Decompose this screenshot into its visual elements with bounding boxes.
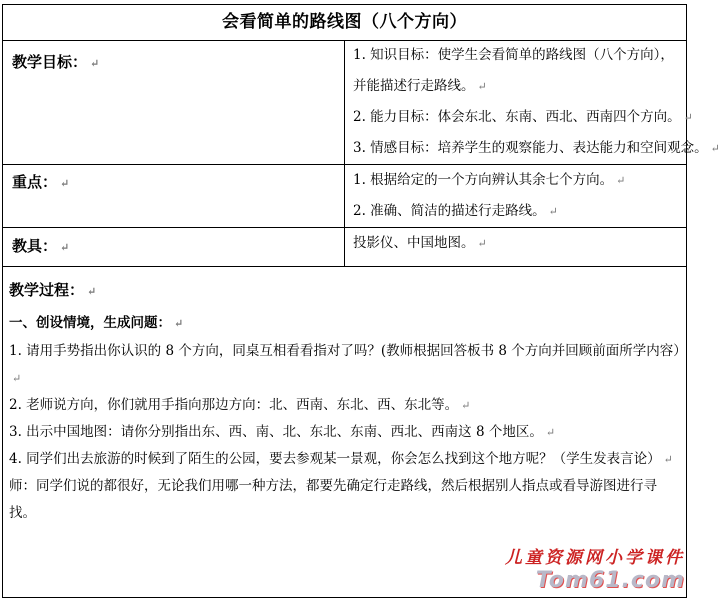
- paragraph-mark-icon: ↵: [683, 111, 693, 124]
- paragraph-mark-icon: ↵: [174, 317, 184, 330]
- paragraph-mark-icon: ↵: [545, 426, 556, 439]
- objectives-label-cell: [3, 41, 345, 165]
- tools-label: 教具：: [12, 237, 58, 255]
- process-line: 师：同学们说的都很好，无论我们用哪一种方法，都要先确定行走路线，然后根据别人指点或看导游图进行寻找。: [9, 478, 657, 521]
- paragraph-mark-icon: ↵: [477, 237, 487, 250]
- process-line: 3. 出示中国地图：请你分别指出东、西、南、北、东北、东南、西北、西南这 8 个地区。 ↵: [9, 424, 556, 440]
- watermark-text: 儿童资源网小学课件: [505, 548, 685, 568]
- objectives-row: [3, 41, 687, 165]
- tools-label-cell: [3, 228, 345, 267]
- paragraph-mark-icon: ↵: [663, 453, 673, 466]
- paragraph-mark-icon: ↵: [87, 285, 97, 298]
- section-title: 一、创设情境，生成问题：: [9, 315, 171, 331]
- title-row: [3, 5, 687, 41]
- objectives-label: 教学目标：: [12, 53, 88, 71]
- tools-text: 投影仪、中国地图。: [353, 235, 475, 251]
- process-line: 4. 同学们出去旅游的时候到了陌生的公园，要去参观某一景观，你会怎么找到这个地方呢？（学生发表言论） ↵: [9, 451, 673, 467]
- paragraph-mark-icon: ↵: [60, 177, 70, 190]
- key-points-label: 重点：: [12, 173, 58, 191]
- objective-item: 3. 情感目标：培养学生的观察能力、表达能力和空间观念。 ↵: [353, 140, 720, 156]
- key-point-item: 2. 准确、简洁的描述行走路线。 ↵: [353, 203, 558, 219]
- lesson-plan-table: [2, 4, 720, 598]
- process-line: 1. 请用手势指出你认识的 8 个方向，同桌互相看看指对了吗？(教师根据回答板书 8 个方向并回顾前面所学内容）↵: [9, 343, 687, 385]
- site-watermark: [505, 543, 685, 593]
- paragraph-mark-icon: ↵: [12, 372, 22, 385]
- key-points-label-cell: [3, 165, 345, 228]
- tools-row: [3, 228, 687, 267]
- objective-item: 1. 知识目标：使学生会看简单的路线图（八个方向），并能描述行走路线。 ↵: [353, 47, 674, 94]
- key-points-row: [3, 165, 687, 228]
- paragraph-mark-icon: ↵: [548, 205, 558, 218]
- paragraph-mark-icon: ↵: [477, 80, 487, 93]
- document-title: 会看简单的路线图（八个方向）: [3, 5, 687, 41]
- objectives-content: [345, 41, 720, 165]
- objective-item: 2. 能力目标：体会东北、东南、西北、西南四个方向。 ↵: [353, 109, 693, 125]
- paragraph-mark-icon: ↵: [60, 241, 70, 254]
- process-label: 教学过程：: [9, 281, 85, 299]
- tools-content: [345, 228, 687, 267]
- key-point-item: 1. 根据给定的一个方向辨认其余七个方向。 ↵: [353, 172, 626, 188]
- process-line: 2. 老师说方向，你们就用手指向那边方向：北、西南、东北、西、东北等。 ↵: [9, 397, 471, 413]
- paragraph-mark-icon: ↵: [90, 57, 100, 70]
- key-points-content: [345, 165, 687, 228]
- paragraph-mark-icon: ↵: [710, 142, 720, 155]
- paragraph-mark-icon: ↵: [461, 399, 471, 412]
- paragraph-mark-icon: ↵: [616, 174, 626, 187]
- watermark-domain: Tom61.com: [535, 568, 685, 593]
